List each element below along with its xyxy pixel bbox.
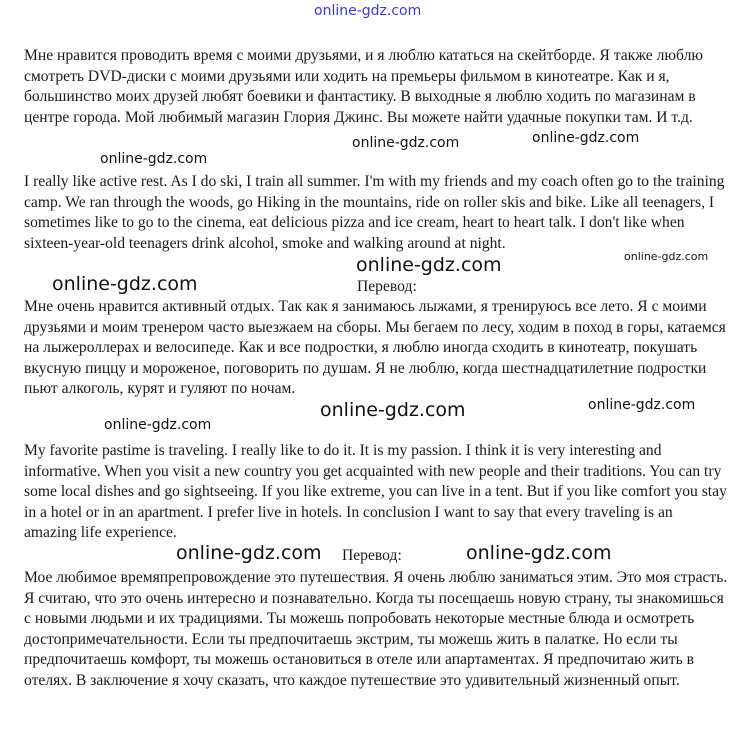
watermark: online-gdz.com xyxy=(104,417,212,433)
watermark: online-gdz.com xyxy=(532,130,640,146)
watermark: online-gdz.com xyxy=(588,397,696,413)
watermark-header: online-gdz.com xyxy=(314,3,422,19)
translation-label: Перевод: xyxy=(342,547,402,564)
watermark: online-gdz.com xyxy=(624,250,709,263)
watermark: online-gdz.com xyxy=(100,151,208,167)
watermark: online-gdz.com xyxy=(466,542,612,564)
watermark: online-gdz.com xyxy=(320,399,466,421)
watermark: online-gdz.com xyxy=(356,254,502,276)
watermark: online-gdz.com xyxy=(52,273,198,295)
watermark: online-gdz.com xyxy=(176,542,322,564)
paragraph-5-russian: Мое любимое времяпрепровождение это путешествия. Я очень люблю заниматься этим. Это моя страсть. Я считаю, что это очень интересно и познавательно. Когда ты посещаешь новую страну, ты знакомишься с новыми людьми и их традициями. Ты можешь попробовать некоторые местные блюда и осмотреть достопримечательности. Если ты предпочитаешь экстрим, ты можешь жить в палатке. Но если ты предпочитаешь комфорт, ты можешь остановиться в отеле или апартаментах. Я предпочитаю жить в отелях. В заключение я хочу сказать, что каждое путешествие это удивительный жизненный опыт. xyxy=(24,569,728,689)
paragraph-4-english: My favorite pastime is traveling. I really like to do it. It is my passion. I think it is very interesting and informative. When you visit a new country you get acquainted with new people and their traditions. You can try some local dishes and go sightseeing. If you like extreme, you can live in a tent. But if you like comfort you stay in a hotel or in an apartment. I prefer live in hotels. In conclusion I want to say that every traveling is an amazing life experience. xyxy=(24,442,727,542)
paragraph-2-english: I really like active rest. As I do ski, I train all summer. I'm with my friends and my coach often go to the training camp. We ran through the woods, go Hiking in the mountains, ride on roller skis and bike. Like all teenagers, I sometimes like to go to the cinema, eat delicious pizza and ice cream, heart to heart talk. I don't like when sixteen-year-old teenagers drink alcohol, smoke and walking around at night. xyxy=(24,173,725,252)
watermark: online-gdz.com xyxy=(352,135,460,151)
paragraph-3-russian: Мне очень нравится активный отдых. Так как я занимаюсь лыжами, я тренируюсь все лето. Я с моими друзьями и моим тренером часто выезжаем на сборы. Мы бегаем по лесу, ходим в поход в горы, катаемся на лыжероллерах и велосипеде. Как и все подростки, я люблю иногда сходить в кинотеатр, покушать вкусную пиццу и мороженое, поговорить по душам. Я не люблю, когда шестнадцатилетние подростки пьют алкоголь, курят и гуляют по ночам. xyxy=(24,298,726,398)
translation-label: Перевод: xyxy=(357,278,417,295)
paragraph-1-russian: Мне нравится проводить время с моими друзьями, и я люблю кататься на скейтборде. Я также люблю смотреть DVD-диски с моими друзьями или ходить на премьеры фильмом в кинотеатре. Как и я, большинство моих друзей любят боевики и фантастику. В выходные я люблю ходить по магазинам в центре города. Мой любимый магазин Глория Джинс. Вы можете найти удачные покупки там. И т.д. xyxy=(24,47,704,126)
